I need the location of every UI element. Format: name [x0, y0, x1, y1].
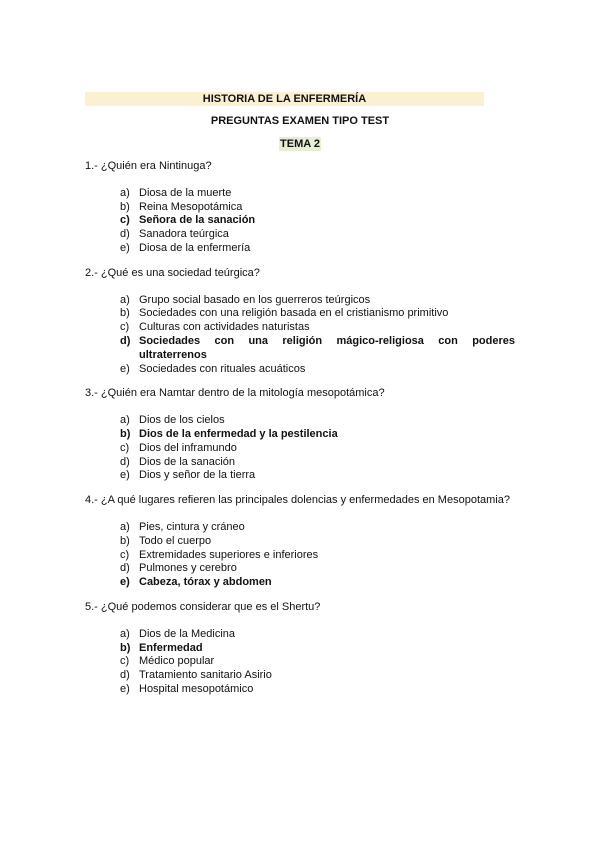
answer-option: [120, 187, 515, 201]
option-text: Sanadora teúrgica: [139, 228, 229, 241]
answer-option: [120, 683, 515, 697]
option-text: Culturas con actividades naturistas: [139, 321, 310, 334]
answer-option: [120, 321, 515, 335]
question-list: [85, 160, 515, 697]
option-letter: b): [120, 427, 131, 440]
answer-option: [120, 655, 515, 669]
answer-option: [120, 363, 515, 377]
option-text: Sociedades con una religión mágico-religiosa con poderes ultraterrenos: [139, 334, 515, 361]
answer-option: [120, 669, 515, 683]
option-letter: d): [120, 562, 130, 575]
answer-options: [85, 628, 515, 697]
answer-option: [120, 469, 515, 483]
option-text: Hospital mesopotámico: [139, 682, 254, 695]
answer-option-correct: [120, 642, 515, 656]
question-text: 1.- ¿Quién era Nintinuga?: [85, 160, 212, 172]
option-text: Sociedades con rituales acuáticos: [139, 362, 306, 375]
option-text: Diosa de la enfermería: [139, 241, 251, 254]
option-letter: e): [120, 576, 130, 589]
answer-options: [85, 414, 515, 483]
question-text: 2.- ¿Qué es una sociedad teúrgica?: [85, 266, 260, 279]
option-letter: c): [120, 321, 130, 334]
answer-option: [120, 562, 515, 576]
option-letter: c): [120, 655, 130, 668]
answer-option: [120, 628, 515, 642]
answer-option: [120, 535, 515, 549]
question-block: [85, 387, 515, 483]
option-text: Enfermedad: [139, 641, 203, 654]
answer-option-correct: [120, 214, 515, 228]
document-subtitle: PREGUNTAS EXAMEN TIPO TEST: [210, 115, 390, 127]
option-letter: e): [120, 241, 130, 254]
question-text: 3.- ¿Quién era Namtar dentro de la mitología mesopotámica?: [85, 387, 385, 400]
option-text: Cabeza, tórax y abdomen: [139, 576, 272, 589]
answer-option: [120, 242, 515, 256]
option-letter: d): [120, 228, 130, 241]
option-text: Grupo social basado en los guerreros teúrgicos: [139, 293, 371, 306]
answer-option: [120, 201, 515, 215]
option-text: Dios de la enfermedad y la pestilencia: [139, 427, 338, 440]
answer-options: [85, 521, 515, 590]
option-text: Dios de la Medicina: [139, 627, 235, 640]
option-letter: c): [120, 214, 130, 227]
answer-option: [120, 228, 515, 242]
option-letter: d): [120, 455, 130, 468]
option-letter: b): [120, 200, 130, 213]
option-text: Tratamiento sanitario Asirio: [139, 669, 272, 682]
option-text: Todo el cuerpo: [139, 534, 212, 547]
option-text: Pulmones y cerebro: [139, 562, 237, 575]
answer-option: [120, 307, 515, 321]
question-block: [85, 267, 515, 377]
question-text: 5.- ¿Qué podemos considerar que es el Shertu?: [85, 600, 321, 613]
option-letter: b): [120, 641, 131, 654]
answer-option: [120, 294, 515, 308]
option-text: Extremidades superiores e inferiores: [139, 548, 319, 561]
answer-option: [120, 414, 515, 428]
answer-option: [120, 549, 515, 563]
option-letter: d): [120, 669, 130, 682]
document-page: [85, 92, 515, 708]
answer-option: [120, 456, 515, 470]
option-letter: e): [120, 469, 130, 482]
option-letter: e): [120, 682, 130, 695]
question-block: [85, 601, 515, 697]
answer-option: [120, 521, 515, 535]
option-letter: c): [120, 441, 130, 454]
option-letter: a): [120, 627, 130, 640]
tema-heading: TEMA 2: [280, 138, 320, 150]
option-letter: a): [120, 293, 130, 306]
answer-option: [120, 442, 515, 456]
option-letter: a): [120, 520, 130, 533]
option-text: Sociedades con una religión basada en el cristianismo primitivo: [139, 307, 449, 320]
option-letter: b): [120, 534, 130, 547]
option-text: Diosa de la muerte: [139, 186, 232, 199]
option-text: Señora de la sanación: [139, 214, 256, 227]
option-letter: e): [120, 362, 130, 375]
option-text: Dios de los cielos: [139, 414, 225, 427]
option-text: Dios del inframundo: [139, 441, 237, 454]
answer-options: [85, 187, 515, 256]
option-letter: b): [120, 307, 130, 320]
option-text: Reina Mesopotámica: [139, 200, 243, 213]
option-text: Dios de la sanación: [139, 455, 236, 468]
option-letter: c): [120, 548, 130, 561]
question-text: 4.- ¿A qué lugares refieren las principales dolencias y enfermedades en Mesopotamia?: [85, 494, 510, 507]
option-letter: a): [120, 414, 130, 427]
document-title: HISTORIA DE LA ENFERMERÍA: [85, 92, 484, 106]
question-block: [85, 494, 515, 590]
option-text: Médico popular: [139, 655, 215, 668]
option-letter: a): [120, 186, 130, 199]
answer-options: [85, 294, 515, 377]
answer-option-correct: [120, 335, 515, 363]
option-text: Dios y señor de la tierra: [139, 469, 256, 482]
question-block: [85, 160, 515, 256]
option-text: Pies, cintura y cráneo: [139, 520, 245, 533]
tema-heading-wrap: [85, 137, 515, 151]
answer-option-correct: [120, 576, 515, 590]
option-letter: d): [120, 334, 131, 347]
answer-option-correct: [120, 428, 515, 442]
